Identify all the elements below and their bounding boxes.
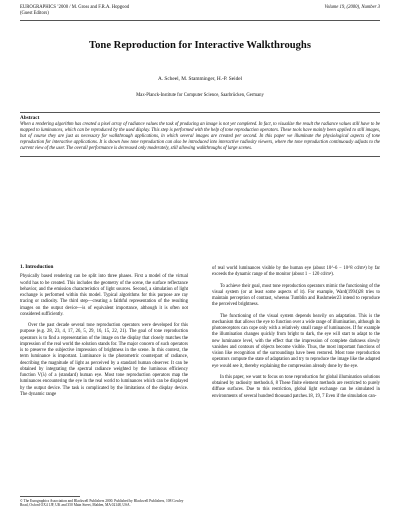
body-paragraph: of real world luminances visible by the human eye (about 10^-6 − 10^8 cd/m²) by far exceeds the dynamic range of the monitor (about 1 − 120 cd/m²). (212, 266, 380, 278)
abstract-heading: Abstract (20, 115, 40, 121)
abstract-top-rule (20, 112, 380, 113)
volume-info: Volume 19, (2000), Number 3 (324, 5, 380, 10)
author-list: A. Scheel, M. Stamminger, H.-P. Seidel (157, 76, 243, 82)
body-paragraph: Physically based rendering can be split into three phases. First a model of the virtual world has to be created. This includes the geometry of the scene, the surface reflectance behavior, and the emission characteristics of light sources. Second, a simulation of light exchange is performed within this model. Typical algorithms for this purpose are ray tracing or radiosity. The third step—creating a faithful representation of the resulting images on the output device—is of equivalent importance, although it is often not considered sufficiently. (20, 274, 188, 317)
body-paragraph: The functioning of the visual system depends heavily on adaptation. This is the mechanism that allows the eye to function over a wide range of illumination, although its photoreceptors can cope only with a relatively small range of luminances. If for example the illumination changes quickly from bright to dark, the eye will start to adapt to the new luminance level, with the effect that the impression of complete darkness slowly vanishes and contours of objects become visible. Thus, the most important functions of vision like recognition of the surroundings have been restored. Most tone reproduction operators compute the state of adaptation and try to reproduce the image like the adapted eye would see it, thereby explaining the compression already done by the eye. (212, 313, 380, 369)
section-heading-introduction: 1. Introduction (20, 264, 54, 270)
body-paragraph: Over the past decade several tone reproduction operators were developed for this purpose (e.g. 28, 23, 4, 17, 26, 5, 29, 16, 15, 22, 21). The goal of tone reproduction operators is to find a representation of the image on the display that closely matches the impression of the real world the solution stands for. The major concern of such operators is to preserve the subjective impression of brightness in the scene. In this context, the term luminance is important. Luminance is the photometric counterpart of radiance, describing the magnitude of light as perceived by a standard human observer. It can be obtained by integrating the spectral radiance weighted by the luminous efficiency function V(λ) of a (standard) human eye. Most tone reproduction operators map the luminances encountering the eye in the real world to luminances which can be displayed by the output device. The task is complicated by the limitations of the display device. The dynamic range (20, 323, 188, 397)
abstract-block (20, 112, 380, 157)
right-column (212, 266, 380, 405)
body-paragraph: To achieve their goal, most tone reproduction operators mimic the functioning of the visual system (or at least some aspects of it). For example, Ward(1994)28 tries to maintain perception of contrast, whereas Tumblin and Rushmeier23 intend to reproduce the perceived brightness. (212, 283, 380, 308)
editors-line: (Guest Editors) (20, 11, 49, 16)
paper-title: Tone Reproduction for Interactive Walkthroughs (89, 40, 311, 51)
header-rule (20, 20, 380, 21)
abstract-text: When a rendering algorithm has created a pixel array of radiance values the task of producing an image is not yet completed. In fact, to visualize the result the radiance values still have to be mapped to luminances, which can be reproduced by the used display. This step is performed with the help of tone reproduction operators. These tools have mainly been applied to still images, but of course they are just as necessary for walkthrough applications, in which several images are created per second. In this paper we illuminate the physiological aspects of tone reproduction for interactive applications. It is shown how tone reproduction can also be introduced into interactive radiosity viewers, where the tone reproduction continuously adjusts to the current view of the user. The overall performance is decreased only moderately, still allowing walkthroughs of large scenes. (20, 122, 380, 152)
footnote-rule (20, 496, 80, 497)
affiliation: Max-Planck-Institute for Computer Science, Saarbrücken, Germany (136, 93, 264, 98)
left-column (20, 264, 188, 403)
copyright-footnote (20, 496, 188, 508)
body-paragraph: In this paper, we want to focus on tone reproduction for global illumination solutions obtained by radiosity methods.6, 8 These finite element methods are restricted to purely diffuse surfaces. Due to this restriction, global light exchange can be simulated in environments of several hundred thousand patches.18, 19, 7 Even if the simulation can- (212, 374, 380, 399)
running-header-left (20, 5, 129, 17)
copyright-text: © The Eurographics Association and Blackwell Publishers 2000. Published by Blackwell Publishers, 108 Cowley Road, Oxford OX4 1JF, UK and 350 Main Street, Malden, MA 02148, USA. (20, 499, 184, 508)
abstract-bottom-rule (20, 156, 380, 157)
conference-line: EUROGRAPHICS ’2000 / M. Gross and F.R.A. Hopgood (20, 5, 130, 10)
